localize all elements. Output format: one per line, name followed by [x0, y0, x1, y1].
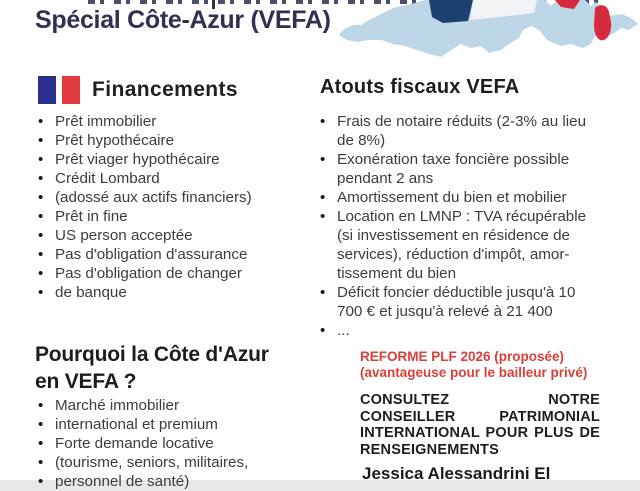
- page-title: Spécial Côte-Azur (VEFA): [35, 6, 331, 34]
- list-item: • Crédit Lombard: [36, 169, 306, 188]
- pourquoi-list: [36, 396, 316, 491]
- list-item: • Pas d'obligation d'assurance: [36, 245, 306, 264]
- pourquoi-title-line1: Pourquoi la Côte d'Azur: [35, 343, 269, 366]
- list-item: • Location en LMNP : TVA récupérable (si investissement en résidence de services), réduction d'impôt, amor-tissement du bien: [318, 207, 600, 283]
- list-item: • Amortissement du bien et mobilier: [318, 188, 600, 207]
- list-item: • (adossé aux actifs financiers): [36, 188, 306, 207]
- reforme-line2: (avantageuse pour le bailleur privé): [360, 364, 588, 380]
- financements-list: [36, 112, 306, 302]
- atouts-list: [318, 112, 600, 340]
- list-item: • Marché immobilier: [36, 396, 316, 415]
- consult-text: CONSULTEZ NOTRE CONSEILLER PATRIMONIAL INTERNATIONAL POUR PLUS DE RENSEIGNEMENTS: [360, 392, 600, 458]
- reforme-line1: REFORME PLF 2026 (proposée): [360, 349, 565, 364]
- list-item: • Prêt in fine: [36, 207, 306, 226]
- list-item: • Exonération taxe foncière possible pendant 2 ans: [318, 150, 600, 188]
- map-region-red-east: [594, 5, 611, 40]
- list-item: • ...: [318, 321, 600, 340]
- france-flag-icon: [38, 76, 80, 104]
- financements-header: [38, 76, 238, 104]
- region-map: [333, 0, 639, 62]
- list-item: • Prêt immobilier: [36, 112, 306, 131]
- list-item: • de banque: [36, 283, 306, 302]
- reforme-note: [360, 349, 630, 380]
- list-item: • personnel de santé): [36, 472, 316, 491]
- list-item: • Frais de notaire réduits (2-3% au lieu de 8%): [318, 112, 600, 150]
- pourquoi-title: [35, 341, 269, 395]
- list-item: • US person acceptée: [36, 226, 306, 245]
- flag-blue-stripe: [38, 76, 56, 104]
- financements-title: Financements: [92, 78, 239, 101]
- list-item: • Prêt hypothécaire: [36, 131, 306, 150]
- list-item: • Pas d'obligation de changer: [36, 264, 306, 283]
- flag-red-stripe: [62, 76, 80, 104]
- contact-name: Jessica Alessandrini El: [362, 464, 551, 483]
- list-item: • Prêt viager hypothécaire: [36, 150, 306, 169]
- list-item: • Déficit foncier déductible jusqu'à 10 700 € et jusqu'à relevé à 21 400: [318, 283, 600, 321]
- pourquoi-title-line2: en VEFA ?: [35, 370, 137, 393]
- list-item: • Forte demande locative: [36, 434, 316, 453]
- atouts-title: Atouts fiscaux VEFA: [320, 76, 520, 98]
- list-item: • international et premium: [36, 415, 316, 434]
- list-item: • (tourisme, seniors, militaires,: [36, 453, 316, 472]
